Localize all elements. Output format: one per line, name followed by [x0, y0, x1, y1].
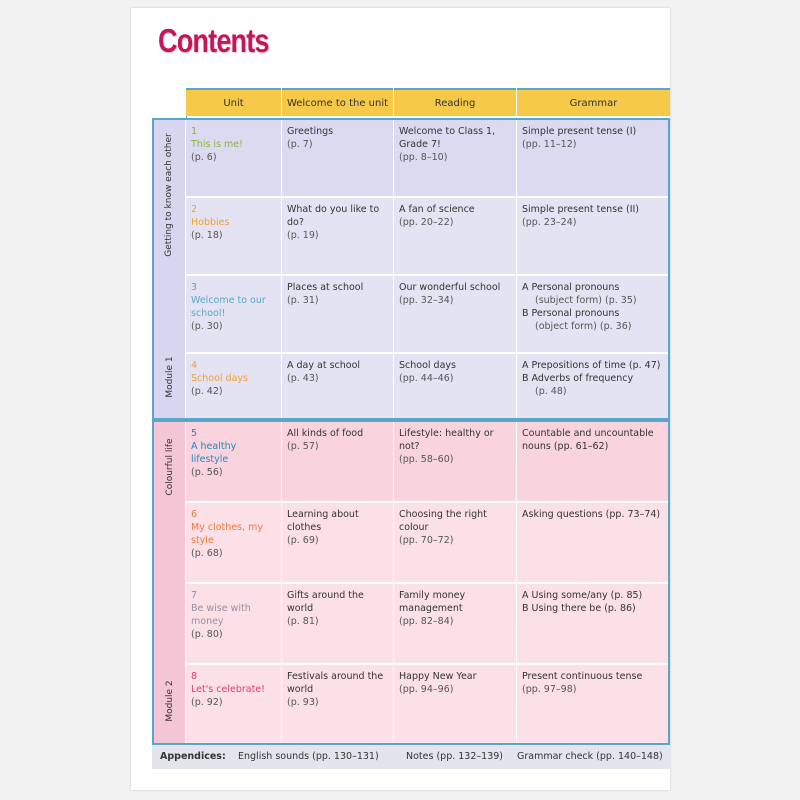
- grammar-item: Present continuous tense: [522, 671, 643, 682]
- reading-page: (pp. 20–22): [399, 217, 454, 228]
- appendices-bar: [152, 745, 670, 769]
- unit-number: 8: [191, 671, 198, 682]
- header-welcome: Welcome to the unit: [282, 88, 393, 116]
- grammar-item: Asking questions (pp. 73–74): [522, 509, 661, 520]
- appendices-label: Appendices:: [160, 751, 226, 762]
- reading-page: (pp. 8–10): [399, 152, 448, 163]
- reading-title: Choosing the right colour: [399, 509, 487, 533]
- module2-frame: [152, 420, 670, 745]
- grammar-item: B Adverbs of frequency: [522, 373, 634, 384]
- reading-title: Welcome to Class 1, Grade 7!: [399, 126, 496, 150]
- grammar-page: (subject form) (p. 35): [535, 295, 637, 306]
- grammar-page: (p. 48): [535, 386, 567, 397]
- reading-title: School days: [399, 360, 456, 371]
- module2-label: Module 2: [165, 680, 175, 722]
- unit-page: (p. 42): [191, 386, 223, 397]
- unit-number: 2: [191, 204, 198, 215]
- welcome-page: (p. 31): [287, 295, 319, 306]
- unit-title: Welcome to our school!: [191, 295, 266, 319]
- grammar-item: B Personal pronouns: [522, 308, 620, 319]
- unit-number: 6: [191, 509, 198, 520]
- welcome-page: (p. 81): [287, 616, 319, 627]
- grammar-item: Simple present tense (II): [522, 204, 640, 215]
- unit-page: (p. 92): [191, 697, 223, 708]
- unit-number: 7: [191, 590, 198, 601]
- page-title: Contents: [158, 22, 269, 59]
- unit-title: A healthy lifestyle: [191, 441, 237, 465]
- unit-number: 5: [191, 428, 198, 439]
- welcome-page: (p. 69): [287, 535, 319, 546]
- welcome-page: (p. 57): [287, 441, 319, 452]
- module1-theme: Getting to know each other: [164, 133, 174, 257]
- unit-page: (p. 68): [191, 548, 223, 559]
- welcome-title: Gifts around the world: [287, 590, 364, 614]
- welcome-title: All kinds of food: [287, 428, 364, 439]
- unit-page: (p. 18): [191, 230, 223, 241]
- reading-title: Lifestyle: healthy or not?: [399, 428, 494, 452]
- welcome-page: (p. 93): [287, 697, 319, 708]
- header-reading: Reading: [394, 88, 516, 116]
- unit-page: (p. 6): [191, 152, 217, 163]
- module2-theme: Colourful life: [165, 438, 175, 496]
- appendix-english-sounds: English sounds (pp. 130–131): [238, 751, 379, 762]
- unit-title: This is me!: [191, 139, 243, 150]
- unit-number: 1: [191, 126, 198, 137]
- unit-page: (p. 80): [191, 629, 223, 640]
- appendix-grammar-check: Grammar check (pp. 140–148): [517, 751, 663, 762]
- unit-title: My clothes, my style: [191, 522, 263, 546]
- welcome-title: A day at school: [287, 360, 361, 371]
- module1-label: Module 1: [165, 356, 175, 398]
- reading-page: (pp. 44–46): [399, 373, 454, 384]
- welcome-page: (p. 19): [287, 230, 319, 241]
- unit-page: (p. 30): [191, 321, 223, 332]
- reading-page: (pp. 32–34): [399, 295, 454, 306]
- welcome-title: What do you like to do?: [287, 204, 380, 228]
- grammar-page: (pp. 11–12): [522, 139, 577, 150]
- grammar-item: A Personal pronouns: [522, 282, 620, 293]
- reading-page: (pp. 94–96): [399, 684, 454, 695]
- unit-title: School days: [191, 373, 248, 384]
- grammar-item: Simple present tense (I): [522, 126, 637, 137]
- reading-page: (pp. 58–60): [399, 454, 454, 465]
- welcome-title: Festivals around the world: [287, 671, 384, 695]
- appendix-notes: Notes (pp. 132–139): [406, 751, 503, 762]
- grammar-page: (object form) (p. 36): [535, 321, 632, 332]
- reading-title: Our wonderful school: [399, 282, 501, 293]
- reading-title: A fan of science: [399, 204, 475, 215]
- welcome-page: (p. 7): [287, 139, 313, 150]
- reading-page: (pp. 82–84): [399, 616, 454, 627]
- grammar-item: A Prepositions of time (p. 47): [522, 360, 661, 371]
- reading-title: Happy New Year: [399, 671, 477, 682]
- welcome-page: (p. 43): [287, 373, 319, 384]
- grammar-item: A Using some/any (p. 85): [522, 590, 643, 601]
- welcome-title: Places at school: [287, 282, 364, 293]
- unit-title: Let's celebrate!: [191, 684, 265, 695]
- unit-number: 3: [191, 282, 198, 293]
- grammar-item: Countable and uncountable nouns (pp. 61–62): [522, 428, 654, 452]
- grammar-item: B Using there be (p. 86): [522, 603, 636, 614]
- unit-title: Be wise with money: [191, 603, 251, 627]
- welcome-title: Learning about clothes: [287, 509, 359, 533]
- grammar-page: (pp. 97–98): [522, 684, 577, 695]
- unit-title: Hobbies: [191, 217, 230, 228]
- unit-number: 4: [191, 360, 198, 371]
- module1-frame: [152, 118, 670, 420]
- welcome-title: Greetings: [287, 126, 334, 137]
- header-unit: Unit: [186, 88, 281, 116]
- grammar-page: (pp. 23–24): [522, 217, 577, 228]
- header-grammar: Grammar: [517, 88, 670, 116]
- reading-page: (pp. 70–72): [399, 535, 454, 546]
- unit-page: (p. 56): [191, 467, 223, 478]
- reading-title: Family money management: [399, 590, 466, 614]
